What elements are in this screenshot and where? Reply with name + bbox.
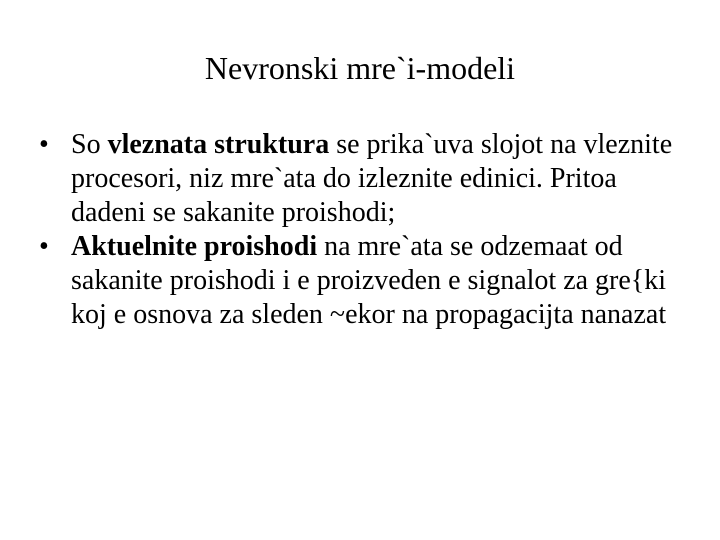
bullet-dot-icon: • [39, 129, 49, 160]
bullet-item-1 [36, 128, 676, 230]
bullet-2-text-after: na mre`ata se odzemaat od sakanite proishodi i e proizveden e signalot za gre{ki koj e osnova za sleden ~ekor na propagacijta nanazat [71, 231, 667, 330]
bullet-1-text-after: se prika`uva slojot na vleznite procesori, niz mre`ata do izleznite edinici. Pritoa dadeni se sakanite proishodi; [71, 129, 673, 228]
bullet-item-2 [36, 230, 676, 332]
bullet-1-bold-text: vleznata struktura [107, 129, 330, 160]
bullet-2-bold-text: Aktuelnite proishodi [71, 231, 318, 262]
slide-title: Nevronski mre`i-modeli [204, 50, 516, 86]
bullet-dot-icon: • [39, 231, 49, 262]
bullet-list [36, 128, 676, 332]
bullet-1-text-before: So [71, 129, 108, 160]
